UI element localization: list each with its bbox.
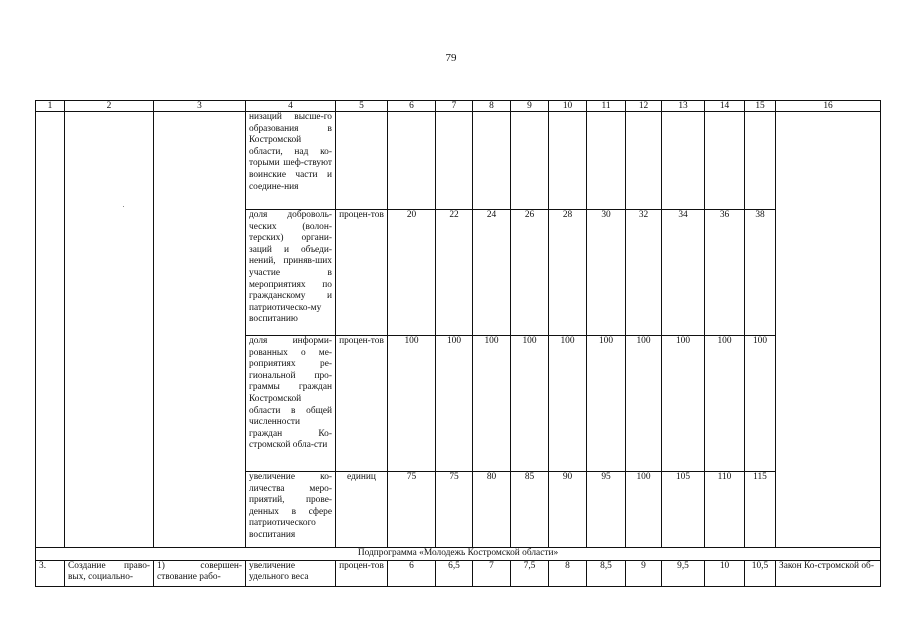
cell-value: 80 (473, 472, 511, 548)
cell-value: 22 (436, 210, 473, 336)
cell-value: 115 (745, 472, 776, 548)
col-header: 3 (154, 101, 246, 112)
cell-value (436, 112, 473, 210)
cell-value (626, 112, 662, 210)
col-header: 1 (36, 101, 65, 112)
cell-value (473, 112, 511, 210)
col-header: 4 (246, 101, 336, 112)
cell-task (154, 112, 246, 548)
cell-goal (65, 112, 154, 548)
cell-value: 32 (626, 210, 662, 336)
cell-value: 36 (705, 210, 745, 336)
cell-indicator: увеличение удельного веса (246, 560, 336, 586)
cell-value: 10 (705, 560, 745, 586)
col-header: 16 (776, 101, 881, 112)
cell-value: 30 (587, 210, 626, 336)
cell-value: 100 (473, 336, 511, 472)
cell-value: 9,5 (662, 560, 705, 586)
cell-unit: процен-тов (336, 560, 388, 586)
table-row (36, 560, 881, 586)
cell-value: 100 (705, 336, 745, 472)
subprogram-title: Подпрограмма «Молодежь Костромской области» (36, 548, 881, 561)
cell-indicator: доля доброволь-ческих (волон-терских) органи-заций и объеди-нений, приняв-ших участие в мероприятиях по гражданскому и патриотическо-му воспитанию (246, 210, 336, 336)
cell-value: 100 (549, 336, 587, 472)
cell-goal: Создание право-вых, социально- (65, 560, 154, 586)
col-header: 11 (587, 101, 626, 112)
col-header: 5 (336, 101, 388, 112)
cell-unit: процен-тов (336, 336, 388, 472)
cell-value: 8 (549, 560, 587, 586)
cell-value: 100 (436, 336, 473, 472)
cell-value: 28 (549, 210, 587, 336)
cell-value: 38 (745, 210, 776, 336)
col-header: 13 (662, 101, 705, 112)
cell-value: 20 (388, 210, 436, 336)
cell-value: 6,5 (436, 560, 473, 586)
col-header: 9 (511, 101, 549, 112)
col-header: 8 (473, 101, 511, 112)
cell-unit: процен-тов (336, 210, 388, 336)
cell-value: 105 (662, 472, 705, 548)
cell-indicator: увеличение ко-личества меро-приятий, прове-денных в сфере патриотического воспитания (246, 472, 336, 548)
cell-value: 6 (388, 560, 436, 586)
cell-value: 95 (587, 472, 626, 548)
cell-basis: Закон Ко-стромской об- (776, 560, 881, 586)
cell-unit (336, 112, 388, 210)
cell-value: 110 (705, 472, 745, 548)
cell-basis (776, 112, 881, 548)
cell-value (587, 112, 626, 210)
col-header: 10 (549, 101, 587, 112)
page-number: 79 (445, 52, 457, 64)
cell-indicator: низаций высше-го образования в Костромской области, над ко-торыми шеф-ствуют воинские части и соедине-ния (246, 112, 336, 210)
cell-value: 26 (511, 210, 549, 336)
cell-value: 24 (473, 210, 511, 336)
cell-indicator: доля информи-рованных о ме-роприятиях ре-гиональной про-граммы граждан Костромской области в общей численности граждан Ко-стромской обла-сти (246, 336, 336, 472)
cell-value (511, 112, 549, 210)
cell-value: 34 (662, 210, 705, 336)
cell-value: 75 (436, 472, 473, 548)
col-header: 7 (436, 101, 473, 112)
cell-value: 7 (473, 560, 511, 586)
col-header: 15 (745, 101, 776, 112)
cell-number (36, 112, 65, 548)
cell-value: 100 (388, 336, 436, 472)
cell-task: 1) совершен-ствование рабо- (154, 560, 246, 586)
cell-value (662, 112, 705, 210)
indicators-table (35, 100, 881, 587)
cell-value: 7,5 (511, 560, 549, 586)
cell-value: 100 (587, 336, 626, 472)
cell-value: 8,5 (587, 560, 626, 586)
cell-value: 75 (388, 472, 436, 548)
cell-value: 100 (662, 336, 705, 472)
cell-value (745, 112, 776, 210)
cell-value: 100 (511, 336, 549, 472)
cell-value (705, 112, 745, 210)
column-number-row (36, 101, 881, 112)
cell-unit: единиц (336, 472, 388, 548)
cell-value: 9 (626, 560, 662, 586)
cell-value: 90 (549, 472, 587, 548)
col-header: 2 (65, 101, 154, 112)
cell-value (388, 112, 436, 210)
cell-value: 100 (626, 472, 662, 548)
col-header: 6 (388, 101, 436, 112)
table-row (36, 112, 881, 210)
cell-value: 85 (511, 472, 549, 548)
cell-value: 100 (745, 336, 776, 472)
cell-value (549, 112, 587, 210)
col-header: 14 (705, 101, 745, 112)
cell-number: 3. (36, 560, 65, 586)
cell-value: 100 (626, 336, 662, 472)
cell-value: 10,5 (745, 560, 776, 586)
col-header: 12 (626, 101, 662, 112)
subprogram-row (36, 548, 881, 561)
